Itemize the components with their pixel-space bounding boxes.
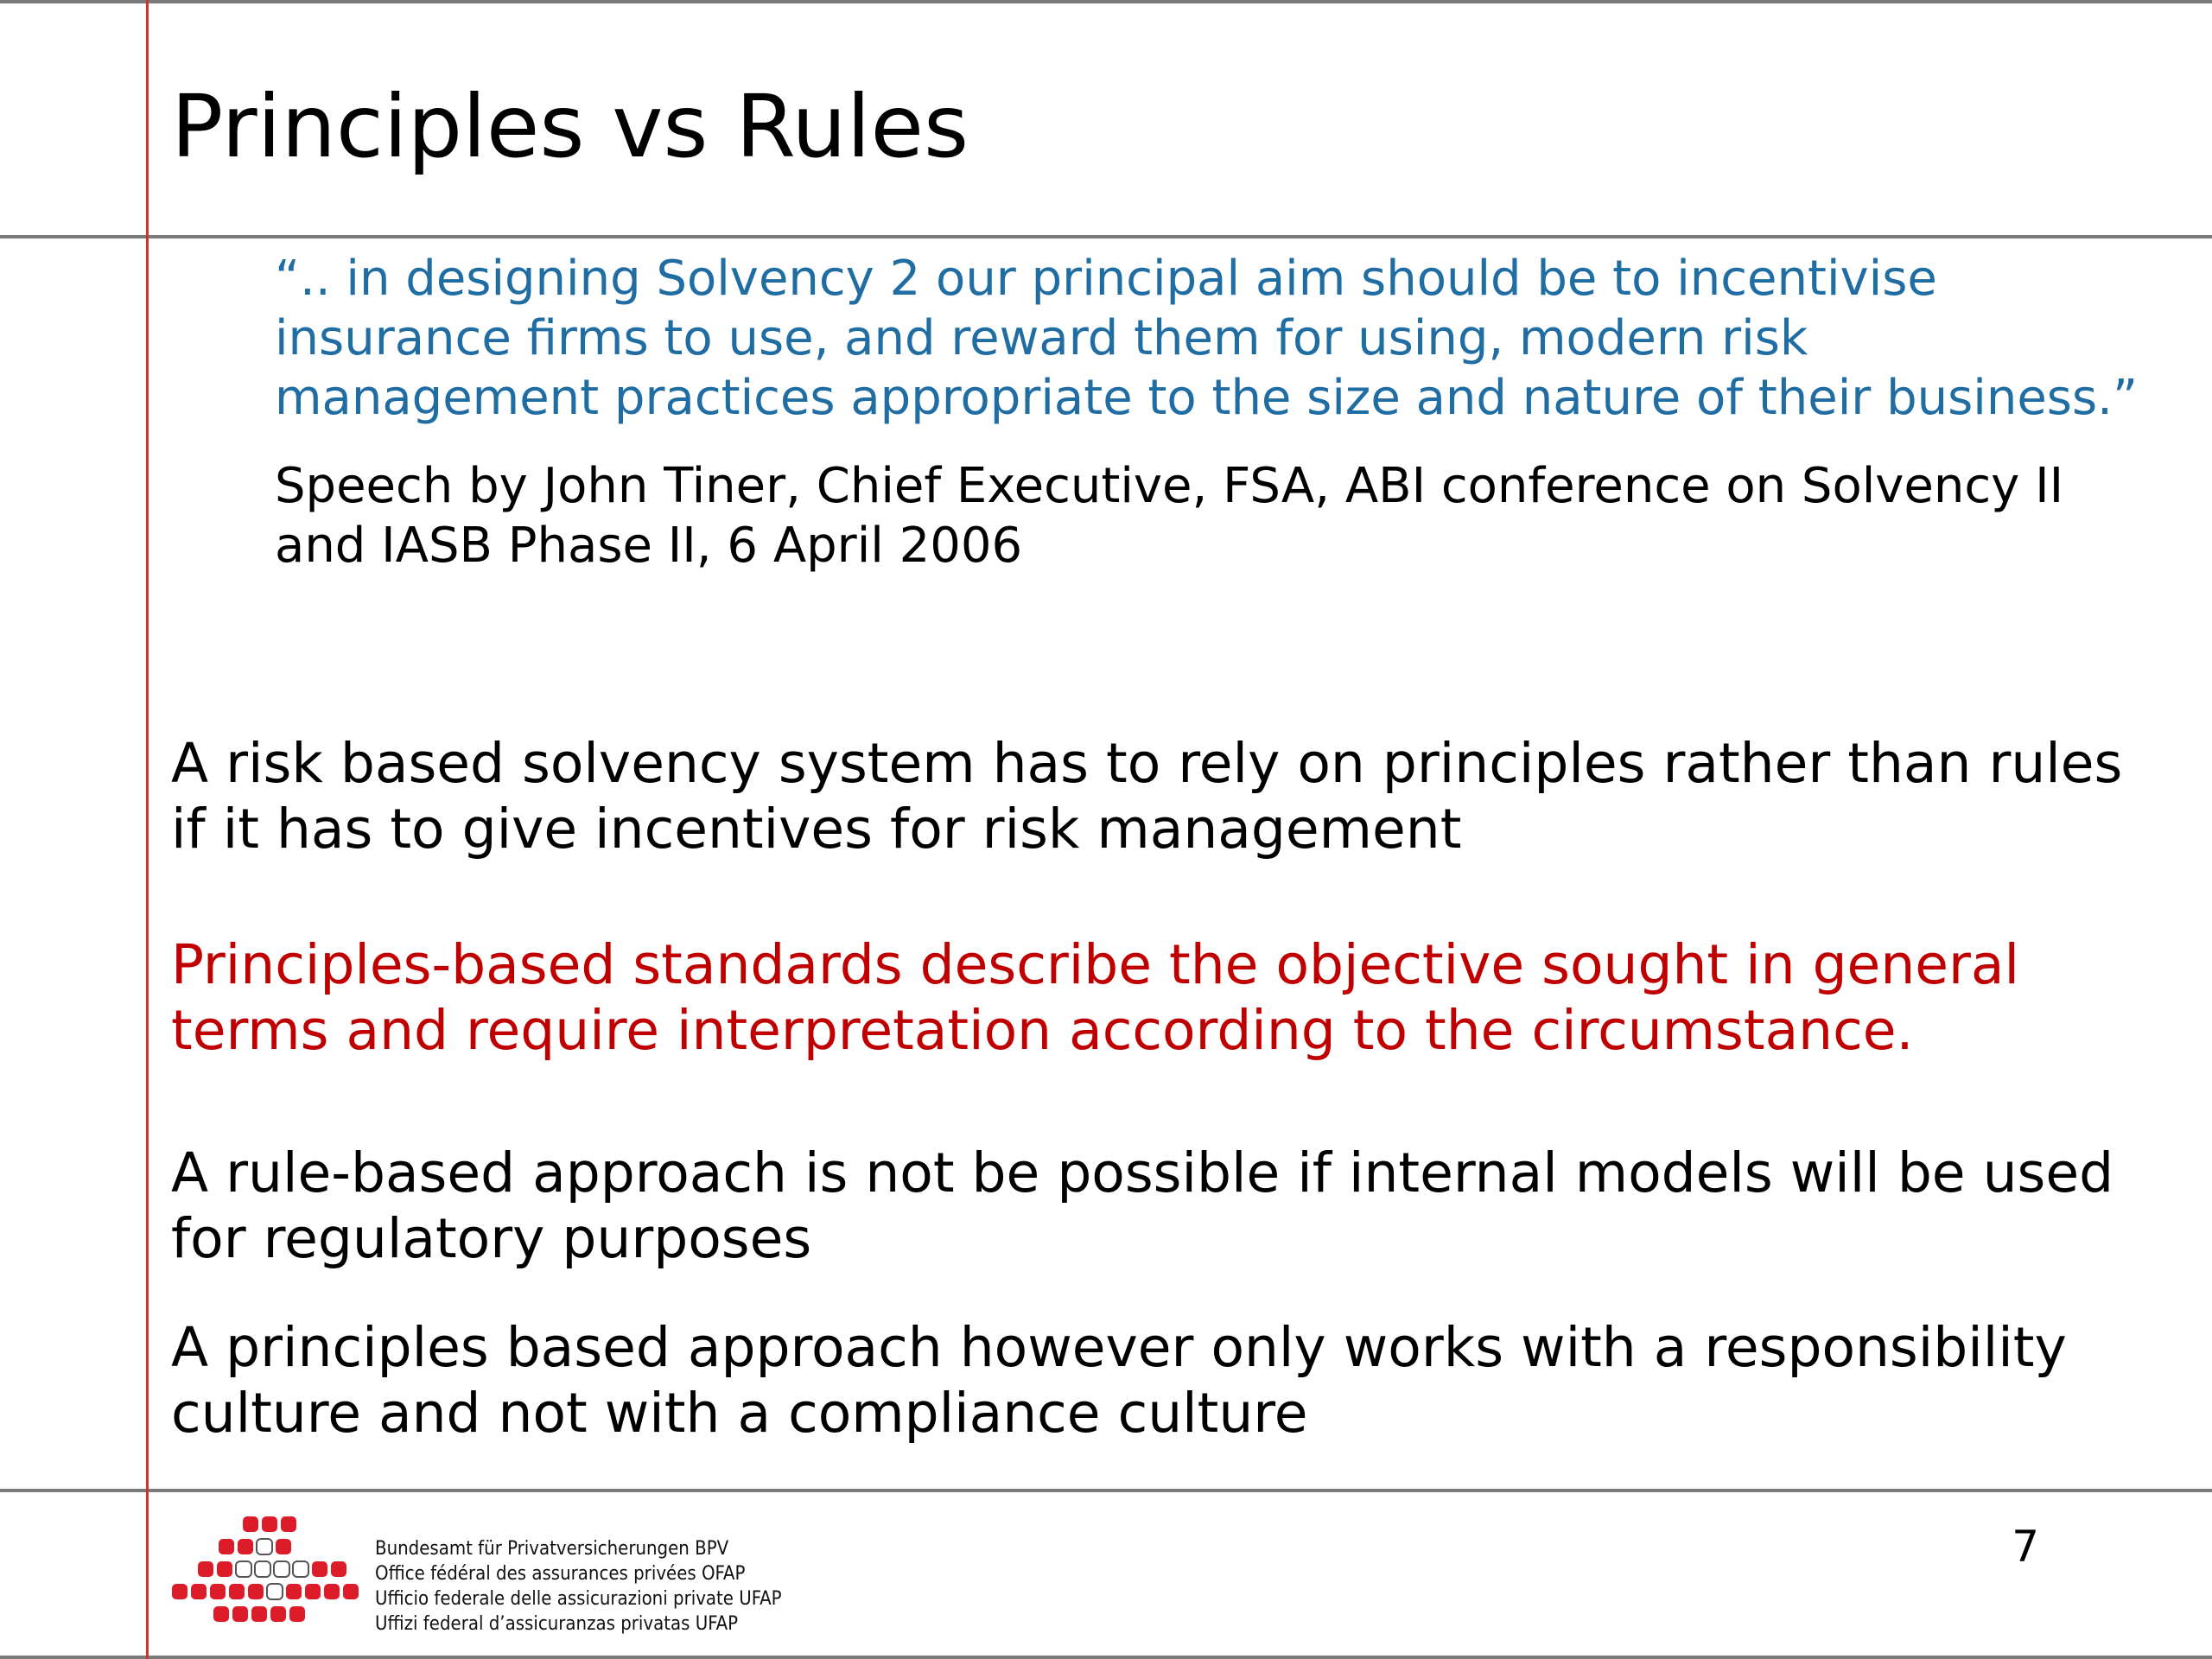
logo-dot [343,1584,359,1599]
paragraph-principles-definition [171,932,2193,1064]
footer-divider [0,1489,2212,1492]
logo-dot [191,1584,207,1599]
logo-dot [270,1606,286,1622]
quote-line: management practices appropriate to the size and nature of their business.” [275,370,2138,426]
logo-dot [248,1584,264,1599]
quote-block [275,249,2202,428]
logo-dot [251,1606,267,1622]
logo-dot [172,1584,188,1599]
logo-dot [281,1516,296,1532]
swiss-cross-dots-logo-icon [169,1514,359,1635]
paragraph-line: A principles based approach however only works with a responsibility [171,1316,2067,1379]
logo-dot [276,1539,291,1554]
bottom-border [0,1656,2212,1659]
paragraph-responsibility-culture [171,1315,2193,1446]
logo-dot-hollow [274,1561,289,1577]
organization-name-line: Bundesamt für Privatversicherungen BPV [375,1538,729,1560]
logo-dot-hollow [257,1539,272,1554]
logo-dot [286,1584,302,1599]
logo-dot [198,1561,213,1577]
logo-dot [210,1584,226,1599]
logo-dot-hollow [267,1584,283,1599]
slide-title: Principles vs Rules [171,76,969,177]
citation-block [275,456,2202,575]
paragraph-line: terms and require interpretation according to the circumstance. [171,999,1914,1062]
organization-name-block [375,1536,782,1637]
logo-dot [219,1539,234,1554]
paragraph-risk-based [171,731,2193,862]
page-number: 7 [2012,1522,2039,1572]
logo-dot [324,1584,340,1599]
title-divider [0,235,2212,238]
logo-dot-hollow [293,1561,308,1577]
organization-name-line: Uffizi federal d’assicuranzas privatas UFAP [375,1613,739,1635]
margin-line [146,0,149,1659]
paragraph-line: culture and not with a compliance culture [171,1382,1308,1445]
logo-dot [305,1584,321,1599]
logo-dot [232,1606,248,1622]
logo-dot [229,1584,245,1599]
paragraph-rule-based [171,1141,2193,1272]
logo-dot [312,1561,327,1577]
logo-dot [213,1606,229,1622]
organization-name-line: Office fédéral des assurances privées OFAP [375,1563,746,1585]
quote-line: “.. in designing Solvency 2 our principal aim should be to incentivise [275,251,1937,307]
logo-dot-hollow [255,1561,270,1577]
logo-dot [217,1561,232,1577]
paragraph-line: if it has to give incentives for risk management [171,798,1462,861]
paragraph-line: Principles-based standards describe the objective sought in general [171,933,2020,996]
paragraph-line: A rule-based approach is not be possible if internal models will be used [171,1141,2114,1205]
logo-dot [238,1539,253,1554]
quote-line: insurance firms to use, and reward them for using, modern risk [275,310,1808,366]
paragraph-line: for regulatory purposes [171,1207,812,1270]
logo-dot [289,1606,305,1622]
logo-dot-hollow [236,1561,251,1577]
citation-line: and IASB Phase II, 6 April 2006 [275,518,1023,574]
logo-dot [331,1561,346,1577]
top-border [0,0,2212,3]
logo-dot [262,1516,277,1532]
citation-line: Speech by John Tiner, Chief Executive, FSA, ABI conference on Solvency II [275,458,2064,514]
logo-dot [243,1516,258,1532]
organization-name-line: Ufficio federale delle assicurazioni private UFAP [375,1588,782,1610]
paragraph-line: A risk based solvency system has to rely on principles rather than rules [171,732,2123,795]
